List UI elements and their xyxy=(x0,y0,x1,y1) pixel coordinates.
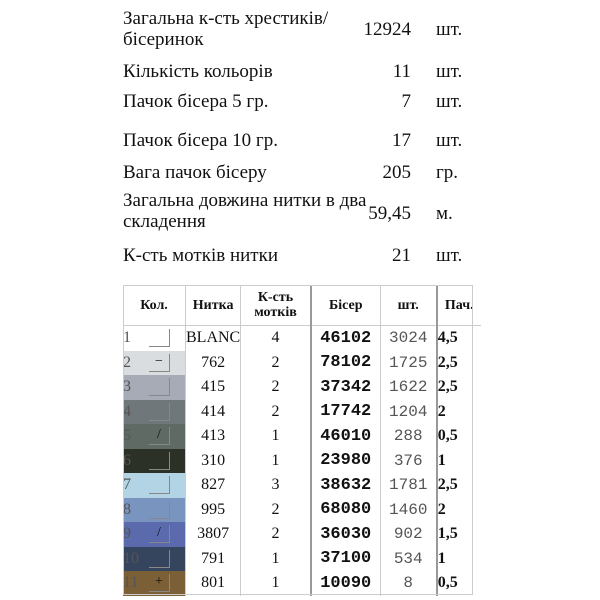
pattern-symbol: + xyxy=(149,574,170,592)
bead-cell: 17742 xyxy=(311,400,381,425)
color-swatch xyxy=(123,326,186,351)
pattern-symbol xyxy=(149,329,170,347)
header-packs: Пач. xyxy=(437,285,481,326)
thread-cell: 414 xyxy=(186,400,241,425)
thread-cell: 3807 xyxy=(186,522,241,547)
header-thread: Нитка xyxy=(186,285,241,326)
bead-cell: 38632 xyxy=(311,473,381,498)
table-row xyxy=(123,424,481,449)
packs-cell: 0,5 xyxy=(437,424,481,449)
packs-cell: 2 xyxy=(437,498,481,523)
summary-row-total: Загальна к-сть хрестиків/бісеринок 12924 шт. xyxy=(123,8,463,50)
color-number: 2 xyxy=(123,353,131,371)
color-number: 5 xyxy=(123,427,131,445)
count-cell: 902 xyxy=(380,522,437,547)
table-row xyxy=(123,473,481,498)
count-cell: 1781 xyxy=(380,473,437,498)
bead-cell: 10090 xyxy=(311,571,381,596)
table-row xyxy=(123,571,481,596)
thread-cell: 827 xyxy=(186,473,241,498)
thread-cell: BLANC xyxy=(186,326,241,351)
count-cell: 288 xyxy=(380,424,437,449)
bead-cell: 46102 xyxy=(311,326,381,351)
color-number: 6 xyxy=(123,451,131,469)
bead-cell: 36030 xyxy=(311,522,381,547)
bead-cell: 23980 xyxy=(311,449,381,474)
summary-row-length: Загальна довжина нитки в два складення 59,45 м. xyxy=(123,190,453,232)
pattern-symbol xyxy=(149,378,170,396)
table-row xyxy=(123,400,481,425)
table-row xyxy=(123,522,481,547)
color-number: 8 xyxy=(123,500,131,518)
header-count: шт. xyxy=(380,285,437,326)
count-cell: 8 xyxy=(380,571,437,596)
thread-cell: 762 xyxy=(186,351,241,376)
color-number: 7 xyxy=(123,476,131,494)
skeins-cell: 3 xyxy=(241,473,311,498)
color-key-table xyxy=(123,285,481,596)
color-swatch xyxy=(123,449,186,474)
count-cell: 376 xyxy=(380,449,437,474)
skeins-cell: 2 xyxy=(241,375,311,400)
color-swatch xyxy=(123,547,186,572)
skeins-cell: 1 xyxy=(241,424,311,449)
packs-cell: 1,5 xyxy=(437,522,481,547)
skeins-cell: 1 xyxy=(241,547,311,572)
packs-cell: 2,5 xyxy=(437,473,481,498)
skeins-cell: 2 xyxy=(241,522,311,547)
skeins-cell: 2 xyxy=(241,351,311,376)
packs-cell: 2 xyxy=(437,400,481,425)
pattern-symbol xyxy=(149,550,170,568)
table-header-row xyxy=(123,285,481,326)
packs-cell: 1 xyxy=(437,449,481,474)
color-number: 1 xyxy=(123,329,131,347)
pattern-symbol: / xyxy=(149,427,170,445)
color-number: 4 xyxy=(123,402,131,420)
color-swatch xyxy=(123,375,186,400)
color-number: 11 xyxy=(123,574,139,592)
bead-cell: 46010 xyxy=(311,424,381,449)
packs-cell: 4,5 xyxy=(437,326,481,351)
table-row xyxy=(123,375,481,400)
color-swatch xyxy=(123,424,186,449)
bead-cell: 68080 xyxy=(311,498,381,523)
pattern-symbol: − xyxy=(149,354,170,372)
packs-cell: 2,5 xyxy=(437,351,481,376)
count-cell: 534 xyxy=(380,547,437,572)
thread-cell: 415 xyxy=(186,375,241,400)
color-swatch xyxy=(123,498,186,523)
packs-cell: 2,5 xyxy=(437,375,481,400)
count-cell: 1622 xyxy=(380,375,437,400)
thread-cell: 791 xyxy=(186,547,241,572)
header-bead: Бісер xyxy=(311,285,381,326)
count-cell: 1460 xyxy=(380,498,437,523)
color-swatch xyxy=(123,400,186,425)
pattern-symbol xyxy=(149,403,170,421)
color-swatch xyxy=(123,351,186,376)
packs-cell: 0,5 xyxy=(437,571,481,596)
skeins-cell: 2 xyxy=(241,400,311,425)
packs-cell: 1 xyxy=(437,547,481,572)
table-row xyxy=(123,547,481,572)
thread-cell: 801 xyxy=(186,571,241,596)
pattern-symbol: / xyxy=(149,525,170,543)
thread-cell: 310 xyxy=(186,449,241,474)
header-color: Кол. xyxy=(123,285,186,326)
count-cell: 1725 xyxy=(380,351,437,376)
table-row xyxy=(123,351,481,376)
table-row xyxy=(123,326,481,351)
skeins-cell: 1 xyxy=(241,571,311,596)
color-swatch xyxy=(123,473,186,498)
color-number: 3 xyxy=(123,378,131,396)
table-row xyxy=(123,498,481,523)
bead-cell: 78102 xyxy=(311,351,381,376)
count-cell: 1204 xyxy=(380,400,437,425)
skeins-cell: 1 xyxy=(241,449,311,474)
header-skeins: К-сть мотків xyxy=(241,285,311,326)
color-number: 9 xyxy=(123,525,131,543)
color-number: 10 xyxy=(123,549,139,567)
color-swatch xyxy=(123,571,186,596)
thread-cell: 995 xyxy=(186,498,241,523)
pattern-symbol xyxy=(149,501,170,519)
count-cell: 3024 xyxy=(380,326,437,351)
table-row xyxy=(123,449,481,474)
pattern-symbol xyxy=(149,476,170,494)
skeins-cell: 4 xyxy=(241,326,311,351)
bead-cell: 37100 xyxy=(311,547,381,572)
thread-cell: 413 xyxy=(186,424,241,449)
bead-cell: 37342 xyxy=(311,375,381,400)
color-swatch xyxy=(123,522,186,547)
skeins-cell: 2 xyxy=(241,498,311,523)
pattern-symbol xyxy=(149,452,170,470)
